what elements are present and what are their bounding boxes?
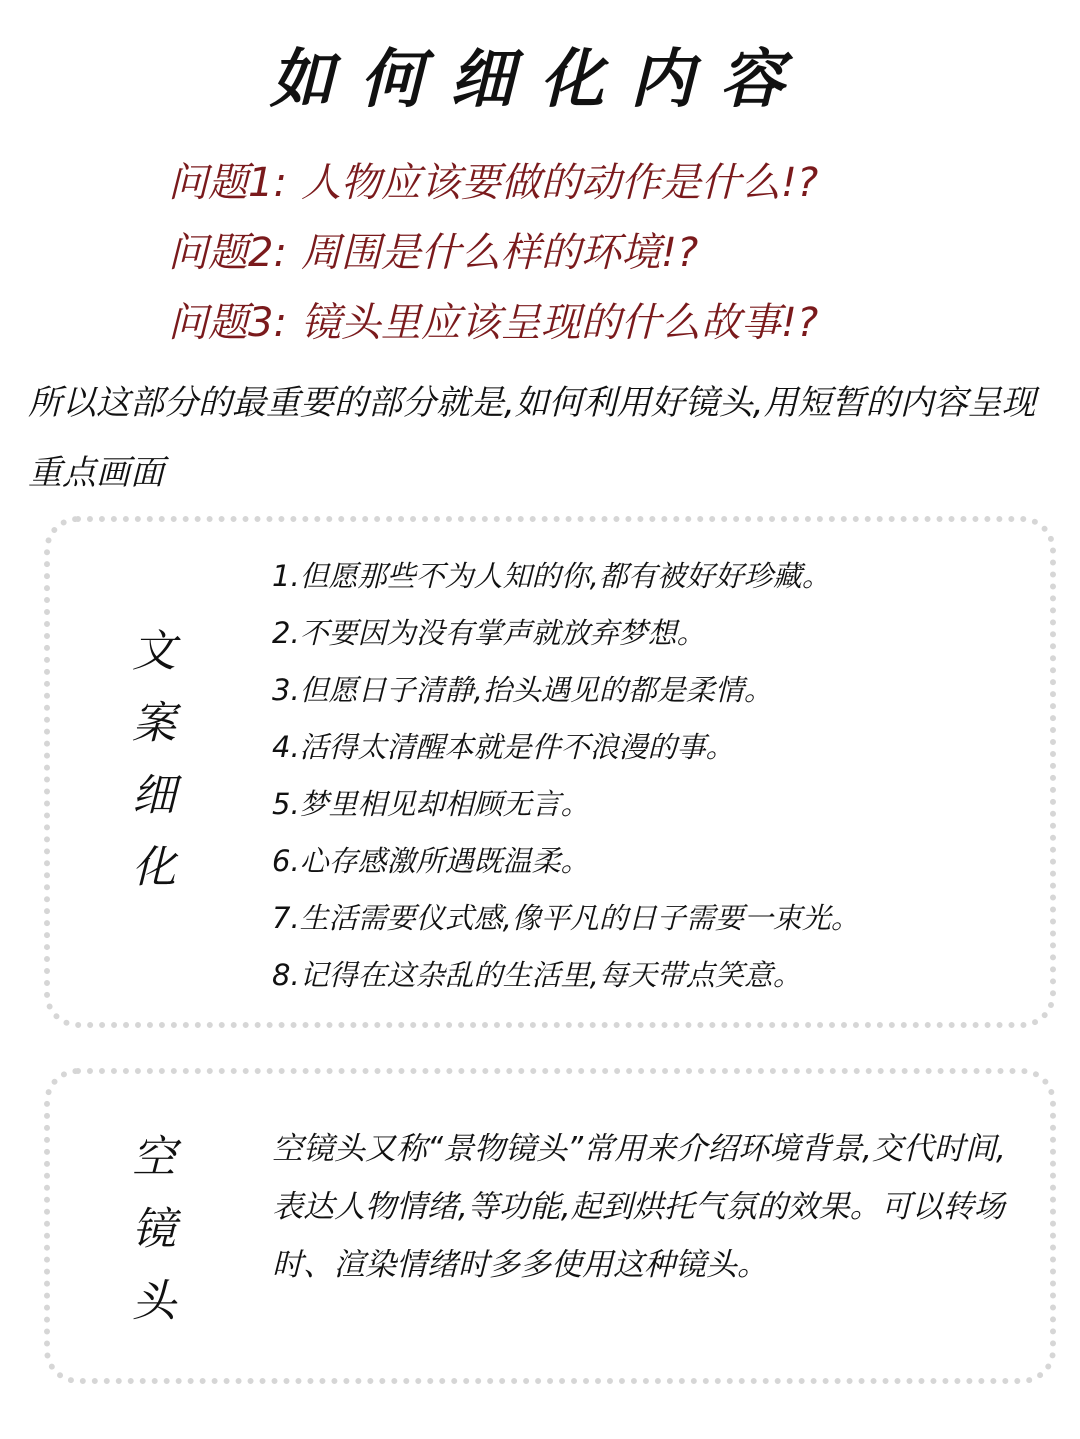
list-item: 1.但愿那些不为人知的你,都有被好好珍藏。	[272, 559, 831, 593]
label-char: 头	[132, 1276, 176, 1327]
question-text: 镜头里应该呈现的什么故事!?	[300, 300, 819, 346]
summary-paragraph: 所以这部分的最重要的部分就是,如何利用好镜头,用短暂的内容呈现重点画面	[28, 383, 1036, 493]
label-char: 化	[132, 842, 176, 893]
question-text: 周围是什么样的环境!?	[300, 230, 699, 276]
list-item: 4.活得太清醒本就是件不浪漫的事。	[272, 730, 735, 764]
copy-example-list	[272, 548, 860, 1004]
label-char: 细	[132, 770, 176, 821]
empty-shot-section-label	[126, 1122, 182, 1338]
list-item: 7.生活需要仪式感,像平凡的日子需要一束光。	[272, 901, 860, 935]
list-item: 8.记得在这杂乱的生活里,每天带点笑意。	[272, 958, 802, 992]
list-item: 6.心存感激所遇既温柔。	[272, 844, 590, 878]
copy-section-label	[126, 616, 182, 904]
question-list	[168, 148, 818, 358]
question-1	[168, 148, 818, 218]
question-label: 问题2:	[168, 230, 287, 276]
empty-shot-description: 空镜头又称“景物镜头”常用来介绍环境背景,交代时间,表达人物情绪,等功能,起到烘托气氛的效果。可以转场时、渲染情绪时多多使用这种镜头。	[272, 1131, 1006, 1283]
page-title: 如何细化内容	[270, 43, 810, 117]
label-char: 文	[132, 626, 176, 677]
list-item: 3.但愿日子清静,抬头遇见的都是柔情。	[272, 673, 773, 707]
question-2	[168, 218, 818, 288]
question-text: 人物应该要做的动作是什么!?	[300, 160, 819, 206]
copy-refinement-card	[44, 516, 1056, 1028]
empty-shot-card	[44, 1068, 1056, 1384]
list-item: 5.梦里相见却相顾无言。	[272, 787, 590, 821]
label-char: 空	[132, 1132, 176, 1183]
question-3	[168, 288, 818, 358]
question-label: 问题1:	[168, 160, 287, 206]
list-item: 2.不要因为没有掌声就放弃梦想。	[272, 616, 706, 650]
label-char: 案	[132, 698, 176, 749]
label-char: 镜	[132, 1204, 176, 1255]
question-label: 问题3:	[168, 300, 287, 346]
